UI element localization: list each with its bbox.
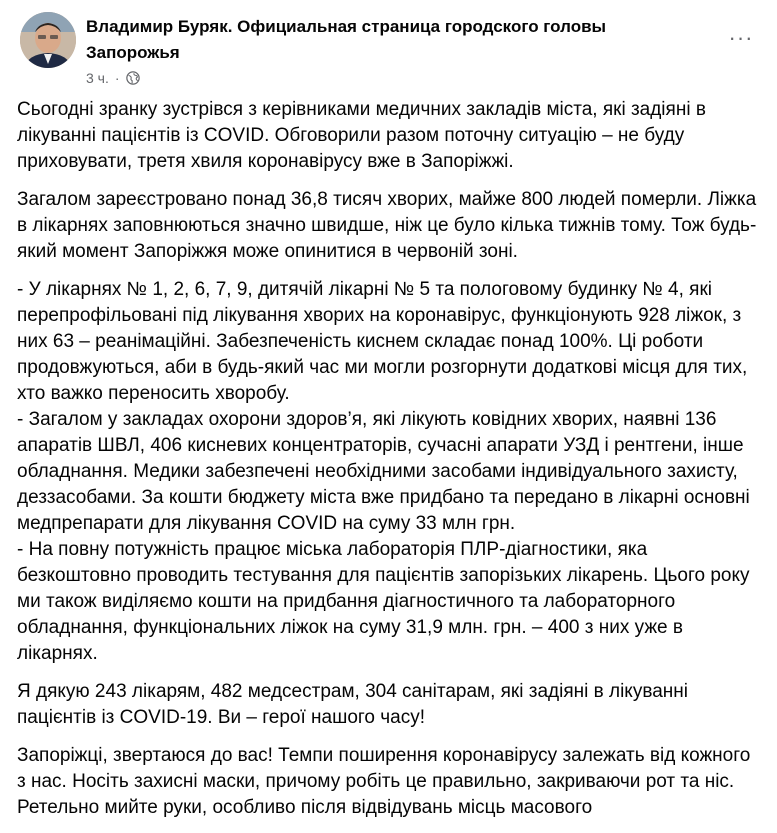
avatar[interactable] (20, 12, 76, 68)
meta-separator: · (114, 70, 120, 86)
post-meta (86, 70, 140, 86)
post-paragraph: - У лікарнях № 1, 2, 6, 7, 9, дитячій лікарні № 5 та пологовому будинку № 4, які перепрофільовані під лікування хворих на коронавірус, функціонують 928 ліжок, з них 63 – реанімаційні. Забезпеченість киснем складає понад 100%. Ці роботи продовжуються, аби в будь-який час ми могли розгорнути додаткові місця для тих, хто важко переносить хворобу. - Загалом у закладах охорони здоров’я, які лікують ковідних хворих, наявні 136 апаратів ШВЛ, 406 кисневих концентраторів, сучасні апарати УЗД і рентгени, інше обладнання. Медики забезпечені необхідними засобами індивідуального захисту, деззасобами. За кошти бюджету міста вже придбано та передано в лікарні основні медпрепарати для лікування COVID на суму 33 млн грн. - На повну потужність працює міська лабораторія ПЛР-діагностики, яка безкоштовно проводить тестування для пацієнтів запорізьких лікарень. Цього року ми також виділяємо кошти на придбання діагностичного та лабораторного обладнання, функціональних ліжок на суму 31,9 млн. грн. – 400 з них уже в лікарнях. (17, 279, 750, 664)
globe-icon[interactable] (126, 71, 140, 85)
avatar-photo (20, 12, 76, 68)
post-paragraph: Сьогодні зранку зустрівся з керівниками медичних закладів міста, які задіяні в лікуванні пацієнтів із COVID. Обговорили разом поточну ситуацію – не буду приховувати, третя хвиля коронавірусу вже в Запоріжжі. (17, 99, 706, 172)
post-text (17, 97, 757, 833)
author-name[interactable]: Владимир Буряк. Официальная страница городского головы Запорожья (86, 17, 607, 62)
post-paragraph: Загалом зареєстровано понад 36,8 тисяч хворих, майже 800 людей померли. Ліжка в лікарнях заповнюються значно швидше, ніж це було кілька тижнів тому. Тож будь-який момент Запоріжжя може опинитися в червоній зоні. (17, 189, 757, 262)
post-timestamp[interactable]: 3 ч. (86, 70, 109, 86)
post-paragraph: Запоріжці, звертаюся до вас! Темпи поширення коронавірусу залежать від кожного з нас. Носіть захисні маски, причому робіть це правильно, закриваючи рот та ніс. Ретельно мийте руки, особливо після відвідувань місць масового (17, 745, 751, 818)
post-paragraph: Я дякую 243 лікарям, 482 медсестрам, 304 санітарам, які задіяні в лікуванні пацієнтів із COVID-19. Ви – герої нашого часу! (17, 681, 688, 728)
more-options-icon[interactable]: ··· (728, 25, 754, 50)
post-header (16, 12, 761, 92)
